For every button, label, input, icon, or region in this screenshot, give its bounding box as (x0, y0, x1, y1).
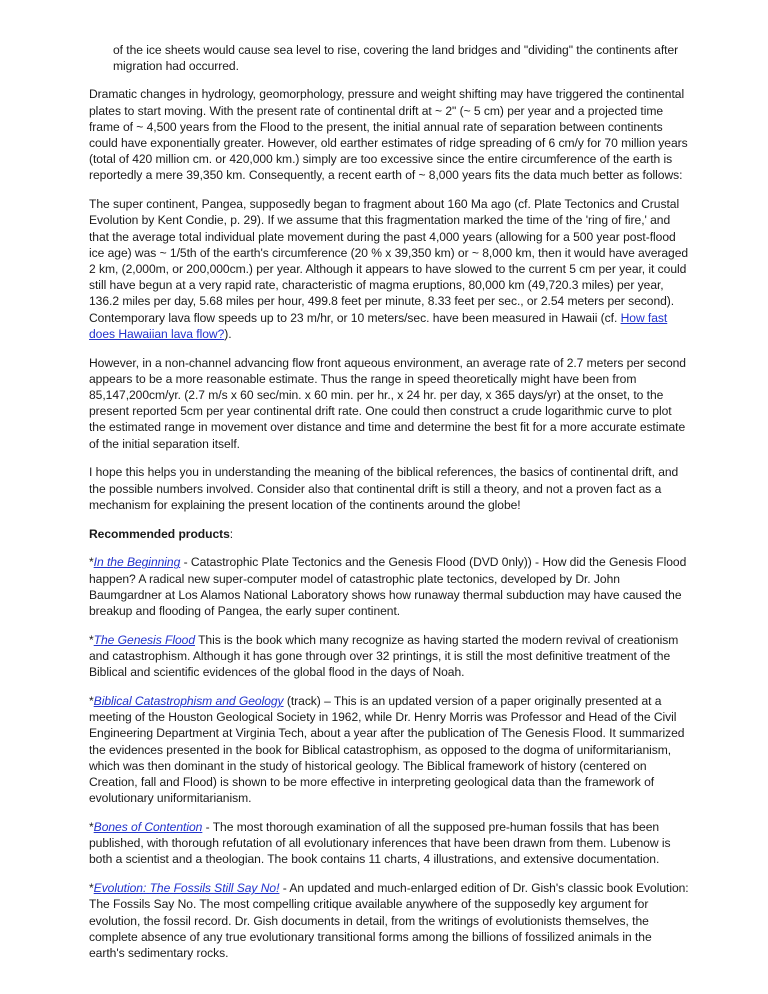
product-link-biblical-catastrophism[interactable]: Biblical Catastrophism and Geology (93, 694, 284, 709)
hawaiian-lava-flow-link[interactable]: How fast does Hawaiian lava flow? (89, 310, 668, 341)
paragraph-aqueous-rate: However, in a non-channel advancing flow front aqueous environment, an average rate of 2.7 meters per second appears to be a more reasonable estimate. Thus the range in speed theoretically might have been from 85,147,200cm/yr. (2.7 m/s x 60 sec/min. x 60 min. per hr., x 24 hr. per day, x 365 days/yr) at the onset, to the present reported 5cm per year continental drift rate. One could then construct a crude logarithmic curve to plot the estimated range in movement over distance and time and determine the best fit for a more accurate estimate of the initial separation itself. (89, 355, 686, 451)
product-link-genesis-flood[interactable]: The Genesis Flood (93, 632, 195, 647)
product-item: *Evolution: The Fossils Still Say No! - An updated and much-enlarged edition of Dr. Gish's classic book Evolution: The Fossils Say No. The most compelling critique available anywhere of the supposedly key argument for evolution, the fossil record. Dr. Gish documents in detail, from the writings of evolutionists themselves, the complete absence of any true evolutionary transitional forms among the billions of fossilized animals in the earth's sedimentary rocks. (89, 881, 689, 961)
product-link-in-the-beginning[interactable]: In the Beginning (93, 555, 181, 570)
product-item: *Bones of Contention - The most thorough examination of all the supposed pre-human fossils that has been published, with thorough refutation of all evolutionary inferences that have been drawn from them. Lubenow is both a scientist and a theologian. The book contains 11 charts, 4 illustrations, and extensive documentation. (89, 820, 671, 867)
product-item: *In the Beginning - Catastrophic Plate Tectonics and the Genesis Flood (DVD 0nly)) - How did the Genesis Flood happen? A radical new super-computer model of catastrophic plate tectonics, developed by Dr. John Baumgardner at Los Alamos National Laboratory shows how runaway thermal subduction may have caused the breakup and flooding of Pangea, the early super continent. (89, 555, 687, 619)
paragraph-conclusion: I hope this helps you in understanding the meaning of the biblical references, the basics of continental drift, and the possible numbers involved. Consider also that continental drift is still a theory, and not a proven fact as a mechanism for explaining the present location of the continents around the globe! (89, 465, 679, 512)
recommended-heading: Recommended products: (89, 526, 234, 541)
recommended-heading-text: Recommended products (89, 526, 230, 541)
product-link-fossils-still-say-no[interactable]: Evolution: The Fossils Still Say No! (93, 881, 280, 896)
paragraph-pangea-end: ). (224, 326, 232, 341)
product-item: *The Genesis Flood This is the book which many recognize as having started the modern revival of creationism and catastrophism. Although it has gone through over 32 printings, it is still the most definitive treatment of the Biblical and scientific evidences of the global flood in the days of Noah. (89, 632, 679, 680)
paragraph-drift-rate: Dramatic changes in hydrology, geomorphology, pressure and weight shifting may have triggered the continental plates to start moving. With the present rate of continental drift at ~ 2" (~ 5 cm) per year and a projected time frame of ~ 4,500 years from the Flood to the present, the initial annual rate of separation between continents could have exponentially greater. However, old earther estimates of ridge spreading of 6 cm/y for 70 million years (total of 420 million cm. or 420,000 km.) simply are too excessive since the entire circumference of the earth is reportedly a mere 39,350 km. Consequently, a recent earth of ~ 8,000 years fits the data much better as follows: (89, 87, 688, 183)
paragraph-pangea-text: The super continent, Pangea, supposedly began to fragment about 160 Ma ago (cf. Plate Tectonics and Crustal Evolution by Kent Condie, p. 29). If we assume that this fragmentation marked the time of the 'ring of fire,' and that the average total individual plate movement during the past 4,000 years (allowing for a 500 year post-flood ice age) was ~ 1/5th of the earth's circumference (20 % x 39,350 km) or ~ 8,000 km, then it would have averaged 2 km, (2,000m, or 200,000cm.) per year. Although it appears to have slowed to the current 5 cm per year, it could still have begun at a very rapid rate, characteristic of magma eruptions, 80,000 km (49,720.3 miles) per year, 136.2 miles per day, 5.68 miles per hour, 499.8 feet per minute, 8.33 feet per sec., or 2.54 meters per second). Contemporary lava flow speeds up to 23 m/hr, or 10 meters/sec. have been measured in Hawaii (cf. (89, 197, 689, 325)
paragraph-pangea (89, 196, 689, 342)
intro-continuation: of the ice sheets would cause sea level to rise, covering the land bridges and "dividing" the continents after migration had occurred. (113, 43, 679, 74)
product-item: *Biblical Catastrophism and Geology (track) – This is an updated version of a paper originally presented at a meeting of the Houston Geological Society in 1962, while Dr. Henry Morris was Professor and Head of the Civil Engineering Department at Virginia Tech, about a year after the publication of The Genesis Flood. It summarized the evidences presented in the book for Biblical catastrophism, as opposed to the dogma of uniformitarianism, which was then dominant in the study of historical geology. The Biblical framework of history (centered on Creation, fall and Flood) is shown to be more effective in interpreting geological data than the framework of evolutionary uniformitarianism. (89, 694, 685, 806)
document-page (89, 42, 689, 974)
product-link-bones-of-contention[interactable]: Bones of Contention (93, 820, 203, 835)
